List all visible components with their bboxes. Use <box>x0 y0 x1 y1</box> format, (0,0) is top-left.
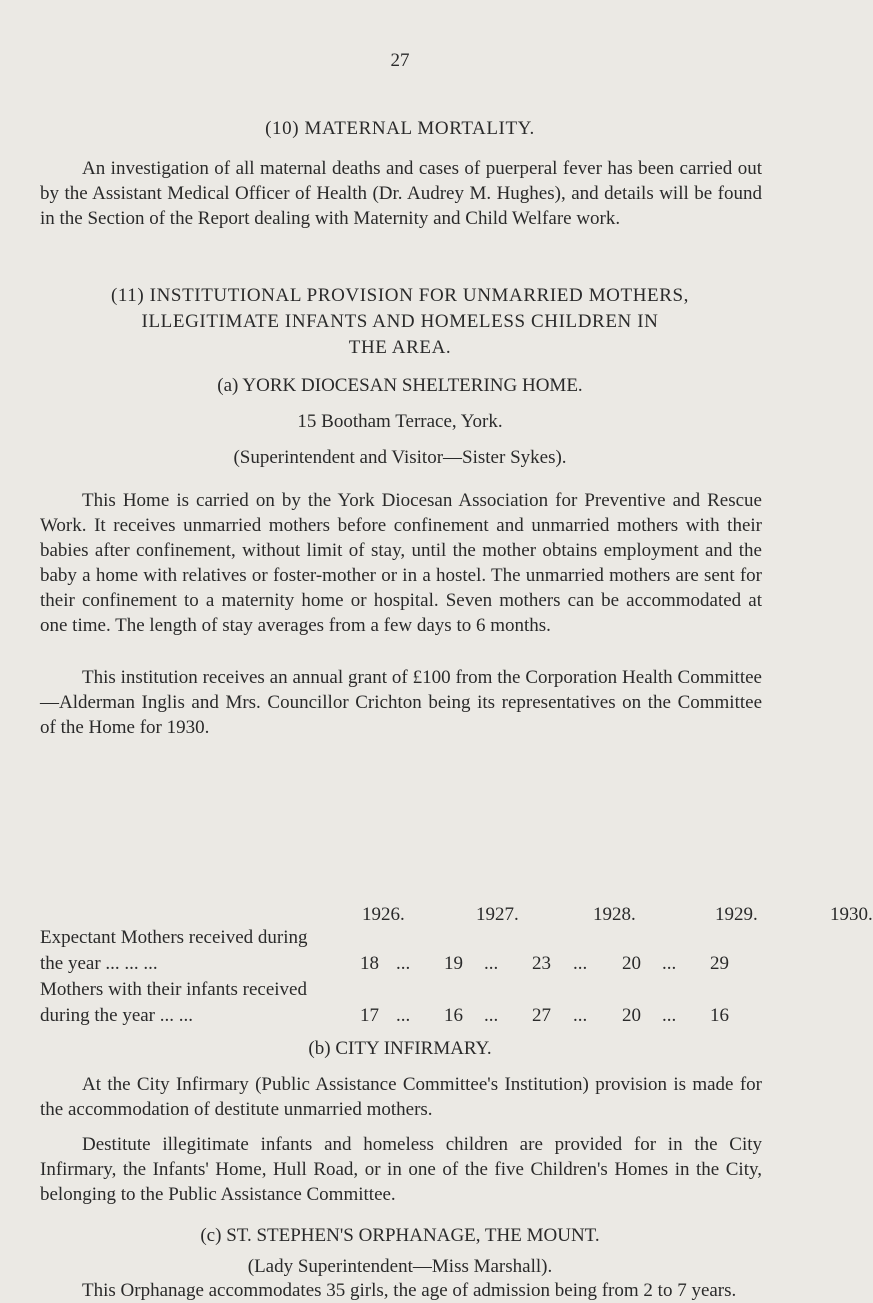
leader-dots: ... <box>573 953 588 974</box>
row-label: the year ... ... ... <box>40 953 158 974</box>
table-cell: 16 <box>444 1005 463 1026</box>
section-10-heading: (10) MATERNAL MORTALITY. <box>265 118 535 139</box>
table-cell: 20 <box>622 1005 641 1026</box>
year-header: 1928. <box>593 904 636 925</box>
year-header: 1929. <box>715 904 758 925</box>
leader-dots: ... <box>484 953 499 974</box>
subsection-c-heading: (c) ST. STEPHEN'S ORPHANAGE, THE MOUNT. <box>200 1225 600 1246</box>
subsection-a-superintendent: (Superintendent and Visitor—Sister Sykes). <box>233 447 567 468</box>
table-cell: 16 <box>710 1005 729 1026</box>
subsection-b-heading: (b) CITY INFIRMARY. <box>308 1038 492 1059</box>
table-cell: 23 <box>532 953 551 974</box>
section-11-heading-line3: THE AREA. <box>348 337 452 358</box>
subsection-a-paragraph2: This institution receives an annual grant of £100 from the Corporation Health Committee—Alderman Inglis and Mrs. Councillor Crichton being its representatives on the Committee of the Home for 1930. <box>40 667 762 738</box>
page-number: 27 <box>390 50 410 71</box>
year-header: 1927. <box>476 904 519 925</box>
leader-dots: ... <box>396 1005 411 1026</box>
table-cell: 17 <box>360 1005 379 1026</box>
table-cell: 18 <box>360 953 379 974</box>
table-cell: 27 <box>532 1005 551 1026</box>
table-cell: 20 <box>622 953 641 974</box>
row-label: Expectant Mothers received during <box>40 927 308 948</box>
row-label: during the year ... ... <box>40 1005 194 1026</box>
leader-dots: ... <box>573 1005 588 1026</box>
row-label: Mothers with their infants received <box>40 979 307 1000</box>
year-header: 1930. <box>830 904 873 925</box>
leader-dots: ... <box>396 953 411 974</box>
year-header: 1926. <box>362 904 405 925</box>
subsection-b-paragraph1: At the City Infirmary (Public Assistance Committee's Institution) provision is made for the accommodation of destitute unmarried mothers. <box>40 1074 762 1120</box>
leader-dots: ... <box>662 953 677 974</box>
section-11-heading-line1: (11) INSTITUTIONAL PROVISION FOR UNMARRIED MOTHERS, <box>110 285 690 306</box>
subsection-a-address: 15 Bootham Terrace, York. <box>297 411 503 432</box>
subsection-a-heading: (a) YORK DIOCESAN SHELTERING HOME. <box>217 375 583 396</box>
table-cell: 19 <box>444 953 463 974</box>
section-11-heading-line2: ILLEGITIMATE INFANTS AND HOMELESS CHILDREN IN <box>141 311 659 332</box>
subsection-c-paragraph: This Orphanage accommodates 35 girls, the age of admission being from 2 to 7 years. <box>82 1280 737 1301</box>
subsection-a-paragraph1: This Home is carried on by the York Diocesan Association for Preventive and Rescue Work. It receives unmarried mothers before confinement and unmarried mothers with their babies after confinement, without limit of stay, until the mother obtains employment and the baby a home with relatives or foster-mother or in a hostel. The unmarried mothers are sent for their confinement to a maternity home or hospital. Seven mothers can be accommodated at one time. The length of stay averages from a few days to 6 months. <box>40 490 762 636</box>
subsection-c-superintendent: (Lady Superintendent—Miss Marshall). <box>247 1256 553 1277</box>
leader-dots: ... <box>484 1005 499 1026</box>
leader-dots: ... <box>662 1005 677 1026</box>
subsection-b-paragraph2: Destitute illegitimate infants and homeless children are provided for in the City Infirmary, the Infants' Home, Hull Road, or in one of the five Children's Homes in the City, belonging to the Public Assistance Committee. <box>40 1134 762 1205</box>
table-cell: 29 <box>710 953 729 974</box>
section-10-paragraph: An investigation of all maternal deaths and cases of puerperal fever has been carried out by the Assistant Medical Officer of Health (Dr. Audrey M. Hughes), and details will be found in the Section of the Report dealing with Maternity and Child Welfare work. <box>40 158 762 229</box>
